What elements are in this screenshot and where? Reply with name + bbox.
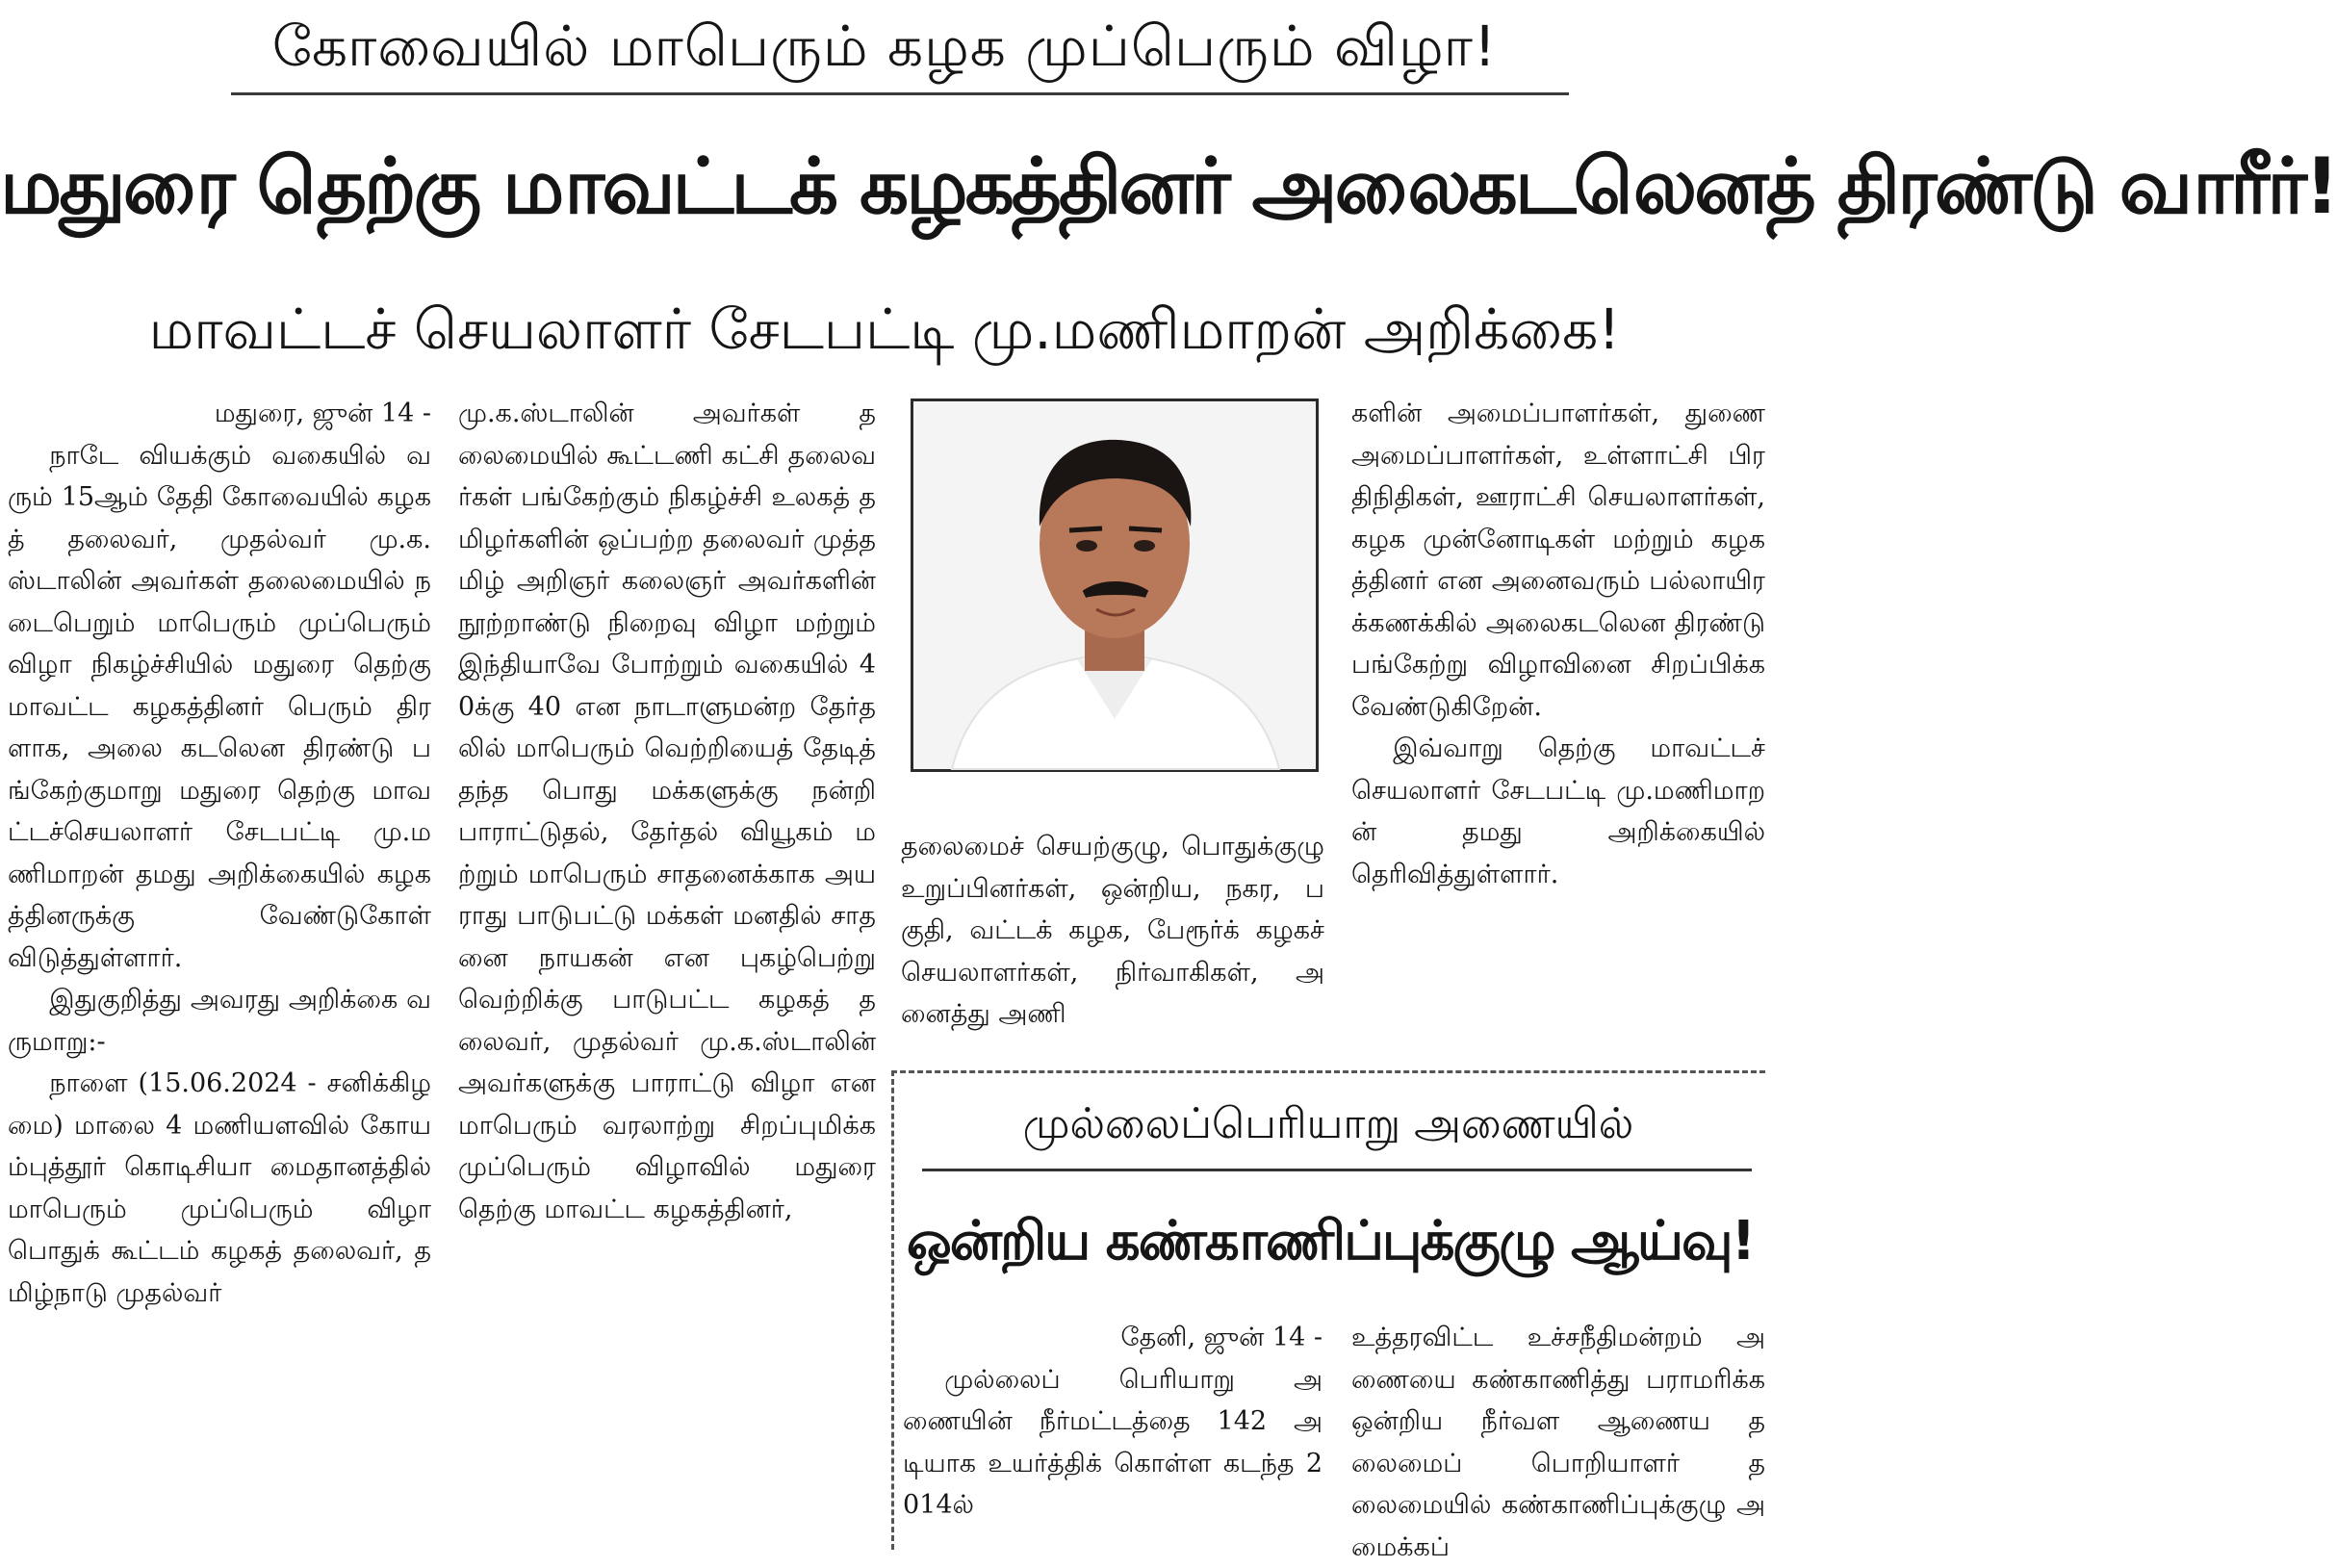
story1-paragraph: இதுகுறித்து அவரது அறிக்கை வருமாறு:- <box>8 985 431 1057</box>
kicker-underline <box>231 92 1569 95</box>
story2-dateline: தேனி, ஜுன் 14 - <box>1120 1323 1323 1352</box>
story1-paragraph: தலைமைச் செயற்குழு, பொதுக்குழு உறுப்பினர்கள், ஒன்றிய, நகர, பகுதி, வட்டக் கழக, பேரூர்க் கழகச் செயலாளர்கள், நிர்வாகிகள், அனைத்து அணி <box>901 832 1324 1029</box>
story2-headline: ஒன்றிய கண்காணிப்புக்குழு ஆய்வு! <box>906 1210 1755 1272</box>
story1-column-2 <box>458 393 876 1548</box>
story2-top-divider <box>891 1070 1765 1073</box>
story1-dateline: மதுரை, ஜுன் 14 - <box>214 398 431 428</box>
story2-paragraph: முல்லைப் பெரியாறு அணையின் நீர்மட்டத்தை 142 அடியாக உயர்த்திக் கொள்ள கடந்த 2014ல் <box>903 1364 1323 1520</box>
story1-paragraph: நாளை (15.06.2024 - சனிக்கிழமை) மாலை 4 மணியளவில் கோயம்புத்தூர் கொடிசியா மைதானத்தில் மாபெரும் முப்பெரும் விழா பொதுக் கூட்டம் கழகத் தலைவர், தமிழ்நாடு முதல்வர் <box>8 1068 431 1308</box>
story1-headline: மதுரை தெற்கு மாவட்டக் கழகத்தினர் அலைகடலெனத் திரண்டு வாரீர்! <box>0 141 2337 231</box>
story1-paragraph: இவ்வாறு தெற்கு மாவட்டச் செயலாளர் சேடபட்டி மு.மணிமாறன் தமது அறிக்கையில் தெரிவித்துள்ளார். <box>1351 733 1765 889</box>
story2-paragraph: உத்தரவிட்ட உச்சநீதிமன்றம் அணையை கண்காணித்து பராமரிக்க ஒன்றிய நீர்வள ஆணைய தலைமைப் பொறியாளர் தலைமையில் கண்காணிப்புக்குழு அமைக்கப் <box>1351 1323 1765 1562</box>
story2-column-1 <box>903 1317 1323 1548</box>
story2-kicker: முல்லைப்பெரியாறு அணையில் <box>1022 1099 1634 1148</box>
story1-subhead: மாவட்டச் செயலாளர் சேடபட்டி மு.மணிமாறன் அறிக்கை! <box>148 296 1621 362</box>
story1-column-4 <box>1351 393 1765 1028</box>
portrait-photo <box>911 398 1319 772</box>
story2-left-divider <box>891 1070 894 1550</box>
story1-paragraph: மு.க.ஸ்டாலின் அவர்கள் தலைமையில் கூட்டணி கட்சி தலைவர்கள் பங்கேற்கும் நிகழ்ச்சி உலகத் தமிழர்களின் ஒப்பற்ற தலைவர் முத்தமிழ் அறிஞர் கலைஞர் அவர்களின் நூற்றாண்டு நிறைவு விழா மற்றும் இந்தியாவே போற்றும் வகையில் 40க்கு 40 என நாடாளுமன்ற தேர்தலில் மாபெரும் வெற்றியைத் தேடித் தந்த பொது மக்களுக்கு நன்றி பாராட்டுதல், தேர்தல் வியூகம் மற்றும் மாபெரும் சாதனைக்காக அயராது பாடுபட்டு மக்கள் மனதில் சாதனை நாயகன் என புகழ்பெற்று வெற்றிக்கு பாடுபட்ட கழகத் தலைவர், முதல்வர் மு.க.ஸ்டாலின் அவர்களுக்கு பாராட்டு விழா என மாபெரும் வரலாற்று சிறப்புமிக்க முப்பெரும் விழாவில் மதுரை தெற்கு மாவட்ட கழகத்தினர், <box>458 398 876 1224</box>
story1-column-1 <box>8 393 431 1548</box>
story1-column-3 <box>901 826 1324 1067</box>
story1-kicker: கோவையில் மாபெரும் கழக முப்பெரும் விழா! <box>271 13 1498 79</box>
story2-kicker-underline <box>922 1169 1752 1171</box>
portrait-image <box>913 401 1316 769</box>
story2-column-2 <box>1351 1317 1765 1562</box>
story1-paragraph: நாடே வியக்கும் வகையில் வரும் 15ஆம் தேதி கோவையில் கழகத் தலைவர், முதல்வர் மு.க.ஸ்டாலின் அவர்கள் தலைமையில் நடைபெறும் மாபெரும் முப்பெரும் விழா நிகழ்ச்சியில் மதுரை தெற்கு மாவட்ட கழகத்தினர் பெரும் திரளாக, அலை கடலென திரண்டு பங்கேற்குமாறு மதுரை தெற்கு மாவட்டச்செயலாளர் சேடபட்டி மு.மணிமாறன் தமது அறிக்கையில் கழகத்தினருக்கு வேண்டுகோள் விடுத்துள்ளார். <box>8 440 431 973</box>
story1-paragraph: களின் அமைப்பாளர்கள், துணை அமைப்பாளர்கள், உள்ளாட்சி பிரதிநிதிகள், ஊராட்சி செயலாளர்கள், கழக முன்னோடிகள் மற்றும் கழகத்தினர் என அனைவரும் பல்லாயிரக்கணக்கில் அலைகடலென திரண்டு பங்கேற்று விழாவினை சிறப்பிக்க வேண்டுகிறேன். <box>1351 398 1765 722</box>
